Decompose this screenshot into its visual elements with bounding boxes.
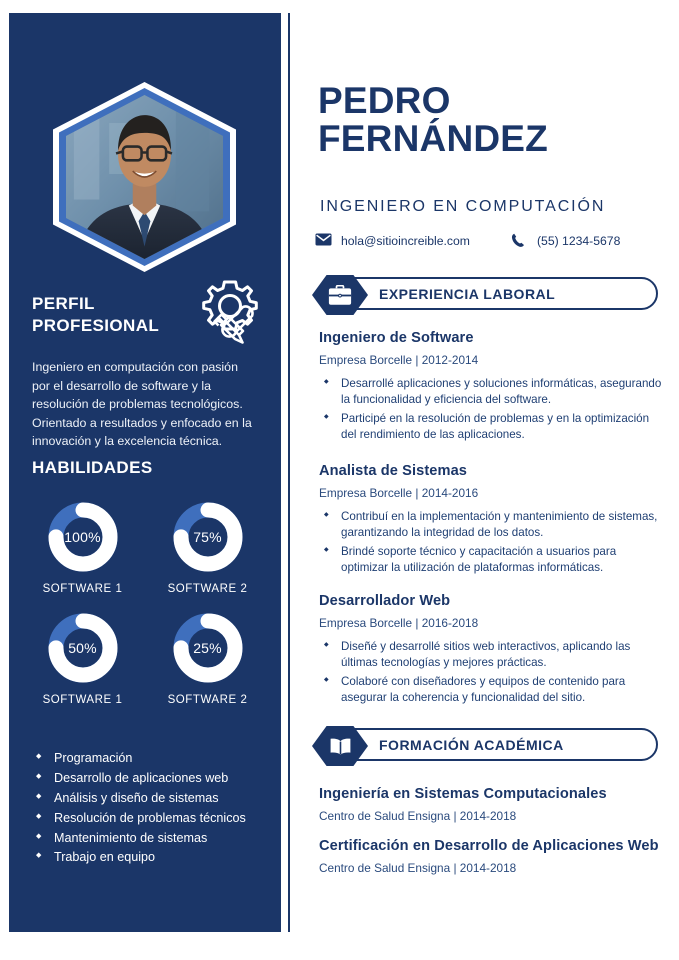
experience-entry bbox=[319, 330, 664, 446]
section-header-education bbox=[312, 726, 658, 766]
job-bullets bbox=[319, 509, 664, 577]
section-title: FORMACIÓN ACADÉMICA bbox=[379, 736, 564, 753]
degree-title: Ingeniería en Sistemas Computacionales bbox=[319, 786, 607, 802]
job-meta: Empresa Borcelle | 2012-2014 bbox=[319, 353, 479, 367]
education-entry bbox=[319, 786, 664, 823]
sidebar-divider bbox=[288, 13, 290, 932]
job-title: Ingeniero de Software bbox=[319, 330, 474, 346]
donut-row bbox=[20, 611, 270, 706]
list-item: ◆ Participé en la resolución de problemas y en la optimización del rendimiento de las aplicaciones. bbox=[319, 411, 664, 444]
profile-heading-line1: PERFIL bbox=[32, 294, 95, 313]
degree-meta: Centro de Salud Ensigna | 2014-2018 bbox=[319, 861, 517, 875]
profile-heading-line2: PROFESIONAL bbox=[32, 316, 160, 336]
donut-item bbox=[152, 611, 264, 706]
list-item: ◆ Colaboré con diseñadores y equipos de contenido para asegurar la coherencia y funcionalidad del sitio. bbox=[319, 674, 664, 707]
job-meta: Empresa Borcelle | 2014-2016 bbox=[319, 486, 479, 500]
skill-donuts bbox=[20, 500, 270, 722]
skills-heading: HABILIDADES bbox=[32, 458, 153, 477]
last-name: FERNÁNDEZ bbox=[318, 118, 548, 160]
list-item: ◆ Diseñé y desarrollé sitios web interactivos, aplicando las últimas tecnologías y mejores prácticas. bbox=[319, 639, 664, 672]
list-item: ◆ Resolución de problemas técnicos bbox=[34, 810, 260, 828]
donut-chart bbox=[171, 611, 245, 685]
donut-value: 100% bbox=[64, 529, 101, 545]
job-meta: Empresa Borcelle | 2016-2018 bbox=[319, 616, 479, 630]
contact-email-text: hola@sitioincreible.com bbox=[341, 233, 470, 248]
degree-meta: Centro de Salud Ensigna | 2014-2018 bbox=[319, 809, 517, 823]
job-bullets bbox=[319, 639, 664, 707]
job-role: INGENIERO EN COMPUTACIÓN bbox=[320, 198, 606, 215]
job-title: Desarrollador Web bbox=[319, 593, 451, 609]
donut-chart bbox=[46, 611, 120, 685]
job-bullets bbox=[319, 376, 664, 444]
first-name: PEDRO bbox=[318, 80, 451, 121]
contact-phone-text: (55) 1234-5678 bbox=[537, 233, 621, 248]
list-item: ◆ Trabajo en equipo bbox=[34, 849, 260, 867]
phone-icon bbox=[511, 233, 528, 248]
donut-chart bbox=[46, 500, 120, 574]
experience-entry bbox=[319, 463, 664, 579]
donut-value: 25% bbox=[193, 640, 222, 656]
donut-label: SOFTWARE 1 bbox=[42, 583, 123, 595]
main-content bbox=[299, 0, 679, 960]
contact-bar bbox=[315, 233, 663, 248]
avatar bbox=[53, 82, 236, 272]
skills-list bbox=[34, 750, 260, 869]
donut-value: 75% bbox=[193, 529, 222, 545]
donut-label: SOFTWARE 2 bbox=[167, 694, 248, 706]
donut-item bbox=[27, 500, 139, 595]
profile-heading bbox=[32, 293, 182, 338]
section-title: EXPERIENCIA LABORAL bbox=[379, 285, 556, 302]
page-title bbox=[318, 82, 668, 159]
list-item: ◆ Brindé soporte técnico y capacitación a usuarios para optimizar la utilización de plataformas informáticas. bbox=[319, 544, 664, 577]
list-item: ◆ Contribuí en la implementación y mantenimiento de sistemas, garantizando la integridad de los datos. bbox=[319, 509, 664, 542]
contact-phone[interactable] bbox=[511, 233, 620, 248]
list-item: ◆ Programación bbox=[34, 750, 260, 768]
section-header-experience bbox=[312, 275, 658, 315]
degree-title: Certificación en Desarrollo de Aplicaciones Web bbox=[319, 838, 659, 854]
profile-text: Ingeniero en computación con pasión por el desarrollo de software y la resolución de problemas tecnológicos. Orientado a resultados y enfocado en la innovación y la excelencia técnica. bbox=[32, 360, 252, 449]
envelope-icon bbox=[315, 233, 332, 248]
donut-value: 50% bbox=[68, 640, 97, 656]
contact-email[interactable] bbox=[315, 233, 511, 248]
list-item: ◆ Análisis y diseño de sistemas bbox=[34, 790, 260, 808]
list-item: ◆ Mantenimiento de sistemas bbox=[34, 830, 260, 848]
gear-tools-icon bbox=[192, 275, 268, 351]
donut-chart bbox=[171, 500, 245, 574]
donut-label: SOFTWARE 2 bbox=[167, 583, 248, 595]
education-entry bbox=[319, 838, 664, 875]
job-title: Analista de Sistemas bbox=[319, 463, 468, 479]
donut-item bbox=[152, 500, 264, 595]
experience-entry bbox=[319, 593, 664, 709]
list-item: ◆ Desarrollo de aplicaciones web bbox=[34, 770, 260, 788]
donut-row bbox=[20, 500, 270, 595]
donut-label: SOFTWARE 1 bbox=[42, 694, 123, 706]
donut-item bbox=[27, 611, 139, 706]
list-item: ◆ Desarrollé aplicaciones y soluciones informáticas, asegurando la funcionalidad y eficiencia del software. bbox=[319, 376, 664, 409]
